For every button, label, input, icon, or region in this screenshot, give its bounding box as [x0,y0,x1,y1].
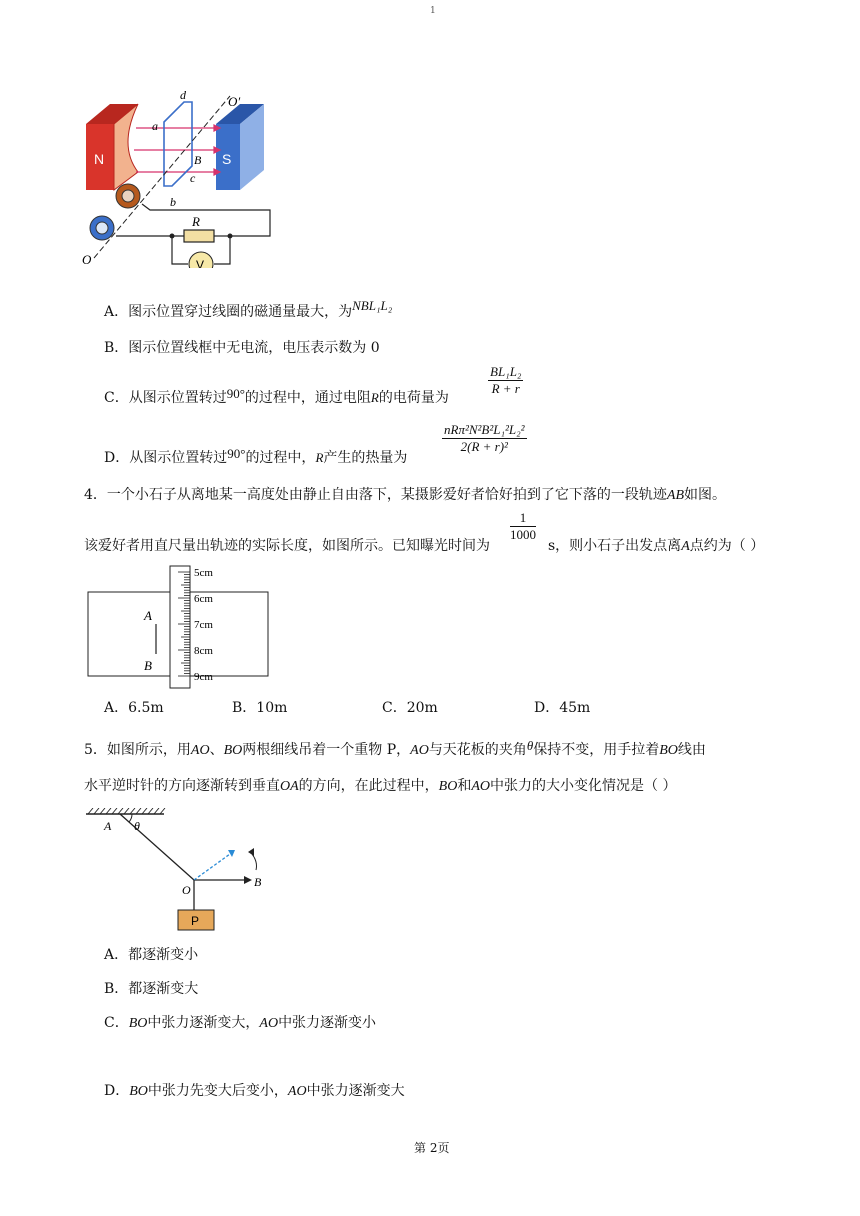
q4-line-1 [84,485,726,506]
q5-option-c [104,1013,376,1034]
string-AO [120,814,194,880]
option-text: 中张力逐渐变小 [278,1015,377,1031]
q5-line-1 [84,740,706,761]
hatch-line [88,808,93,814]
option-text: 中张力先变大后变小， [147,1083,288,1099]
hatch-line [130,808,135,814]
node-left [170,234,175,239]
field-lines [134,125,220,175]
tick-5cm: 5cm [194,567,213,579]
tension-figure [84,808,270,936]
ruler-figure [86,562,276,692]
hatch-line [154,808,159,814]
line-AO: AO [190,743,210,758]
question-text: s，则小石子出发点离 [548,538,682,554]
q5-option-a [104,945,198,965]
option-text: 20m [406,700,438,716]
question-text: 保持不变，用手拉着 [533,742,660,758]
q5-line-2 [84,776,676,797]
line-AO: AO [471,779,491,794]
option-text: 的过程中， [245,450,316,466]
line-AO: AO [287,1084,307,1099]
hatch-line [118,808,123,814]
label-b: b [170,195,176,209]
option-text: 都逐渐变小 [128,947,199,963]
label-B: B [144,658,152,673]
line-BO: BO [129,1084,148,1099]
hatch-line [142,808,147,814]
option-text: 45m [559,700,591,716]
label-S: S [222,151,232,167]
fraction-numerator: 1 [510,510,536,527]
hatch-line [106,808,111,814]
tick-9cm: 9cm [194,671,213,683]
question-text: 与天花板的夹角 [428,742,527,758]
arrow-rotated [228,850,235,857]
question-number: 5． [84,742,107,758]
option-text: 图示位置穿过线圈的磁通量最大，为 [128,304,353,320]
option-label: B． [104,340,129,356]
question-text: 的方向，在此过程中， [298,778,439,794]
question-text: 、 [209,742,224,758]
option-label: C． [104,390,129,406]
resistor-symbol: R [370,390,379,405]
theta-arc [129,814,132,822]
angle-value: 90° [227,446,246,461]
option-label: B． [232,700,257,716]
option-text: 从图示位置转过 [128,390,227,406]
tick-6cm: 6cm [194,593,213,605]
hatch-line [160,808,165,814]
q3-d-fraction [442,422,527,455]
option-label: D． [534,700,560,716]
fraction-numerator: nRπ²N²B²L₁²L₂² [444,422,525,437]
line-BO: BO [438,779,458,794]
label-theta: θ [134,819,140,833]
option-label: A． [104,700,129,716]
option-text: 的电荷量为 [378,390,449,406]
ceiling-hatch [88,808,165,814]
fraction-denominator: 2(R + r)² [460,439,508,454]
segment-AB: AB [666,488,685,503]
q3-c-fraction [488,364,523,397]
label-A: A [144,608,152,623]
hatch-line [124,808,129,814]
option-text: 产生的热量为 [323,450,408,466]
question-text: 水平逆时针的方向逐渐转到垂直 [84,778,280,794]
option-text: 图示位置线框中无电流，电压表示数为 0 [128,340,380,356]
angle-theta: θ [526,738,534,753]
line-AO: AO [410,743,429,758]
fraction-numerator: BL₁L₂ [490,364,522,379]
coil [164,102,192,186]
q4-exposure-fraction [510,510,536,543]
label-O: O [182,883,191,897]
question-text: 如图。 [684,487,727,503]
node-right [228,234,233,239]
q3-option-b [104,338,380,358]
line-OA: OA [280,779,299,794]
option-text: 中张力逐渐变大 [306,1083,405,1099]
resistor-symbol: R [315,450,324,465]
question-text: 线由 [677,742,706,758]
option-label: D． [104,1083,130,1099]
question-text: 两根细线吊着一个重物 P， [242,742,411,758]
q4-option-d [534,698,590,718]
line-BO: BO [659,743,678,758]
hatch-line [112,808,117,814]
question-text: 一个小石子从离地某一高度处由静止自由落下，某摄影爱好者恰好拍到了它下落的一段轨迹 [106,487,667,503]
label-N: N [94,151,105,167]
angle-value: 90° [226,386,245,401]
label-R: R [192,214,200,229]
hatch-line [100,808,105,814]
tick-8cm: 8cm [194,645,213,657]
option-text: 10m [256,700,288,716]
page-number: 第 2页 [414,1141,450,1155]
q4-line-2-end [548,536,764,557]
label-c: c [190,171,196,185]
q5-option-b [104,979,198,999]
label-B: B [194,153,202,167]
label-A: A [104,819,112,833]
option-label: C． [104,1015,129,1031]
label-B: B [254,875,262,889]
q3-option-c [104,388,449,408]
q3-option-d [104,448,407,468]
slip-ring-1-inner [122,190,134,202]
fraction-denominator: R + r [491,381,520,396]
q4-line-2 [84,536,490,556]
question-text: 和 [457,778,472,794]
option-label: A． [104,947,129,963]
option-math: NBL₁L₂ [352,298,393,313]
label-a: a [152,119,158,133]
hatch-line [136,808,141,814]
slip-ring-2-inner [96,222,108,234]
hatch-line [94,808,99,814]
line-AO: AO [259,1016,279,1031]
question-text: 中张力的大小变化情况是（ ） [490,778,677,794]
label-d: d [180,88,186,102]
rotation-arrow [252,854,257,870]
question-number: 4． [84,487,107,503]
q5-option-d [104,1081,405,1102]
tick-7cm: 7cm [194,619,213,631]
label-O-prime: O′ [228,94,241,109]
line-BO: BO [223,743,243,758]
q4-option-c [382,698,438,718]
option-text: 的过程中，通过电阻 [244,390,371,406]
q4-option-a [104,698,164,718]
arrow-B [244,876,252,884]
hatch-line [148,808,153,814]
line-BO: BO [128,1016,148,1031]
option-text: 从图示位置转过 [129,450,228,466]
rotated-BO [194,854,230,880]
option-label: C． [382,700,407,716]
option-text: 6.5m [128,700,164,716]
label-V: V [196,258,205,268]
generator-figure [80,86,280,268]
point-A: A [681,539,690,554]
option-label: A． [104,304,129,320]
option-label: B． [104,981,129,997]
option-text: 中张力逐渐变大， [147,1015,260,1031]
option-label: D． [104,450,130,466]
header-mark: 1 [430,6,436,16]
label-O: O [82,252,92,267]
question-text: 点约为（ ） [689,538,765,554]
rotation-arrowhead [248,848,254,856]
q3-option-a [104,298,393,322]
q4-option-b [232,698,287,718]
question-text: 如图所示，用 [106,742,191,758]
fraction-denominator: 1000 [510,527,536,542]
question-text: 该爱好者用直尺量出轨迹的实际长度，如图所示。已知曝光时间为 [84,538,490,554]
label-P: P [191,914,200,928]
option-text: 都逐渐变大 [128,981,199,997]
